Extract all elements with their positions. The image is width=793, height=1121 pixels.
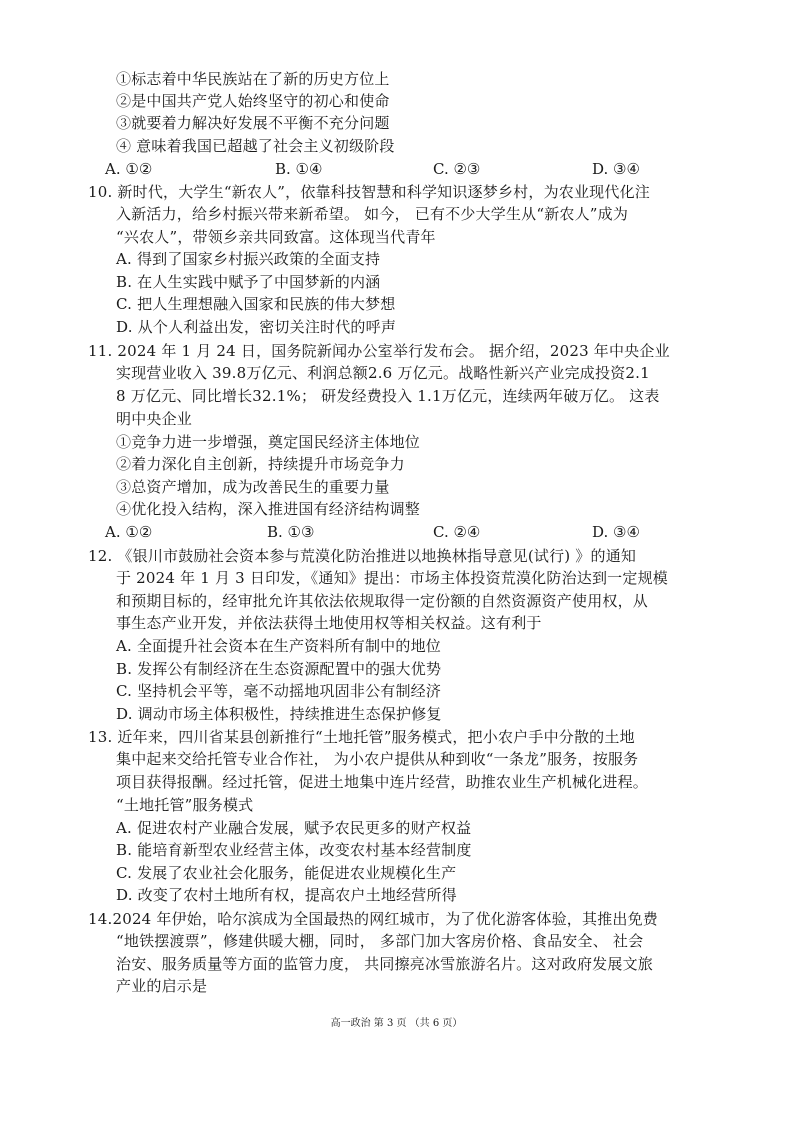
statement-4: ④ 意味着我国已超越了社会主义初级阶段: [116, 137, 395, 155]
statement-2: ②着力深化自主创新，持续提升市场竞争力: [116, 455, 405, 473]
question-stem-line: 10. 新时代，大学生“新农人”，依靠科技智慧和科学知识逐梦乡村，为农业现代化注: [88, 183, 650, 201]
option-b[interactable]: B. ①③: [267, 523, 315, 541]
option-d[interactable]: D. ③④: [592, 160, 640, 178]
answer-options: [0, 158, 793, 180]
option-b[interactable]: B. 在人生实践中赋予了中国梦新的内涵: [116, 273, 381, 291]
option-b[interactable]: B. ①④: [275, 160, 323, 178]
question-stem-line: 入新活力，给乡村振兴带来新希望。 如今， 已有不少大学生从“新农人”成为: [116, 205, 629, 223]
statement-2: ②是中国共产党人始终坚守的初心和使命: [116, 92, 390, 110]
question-stem-line: 明中央企业: [116, 410, 193, 428]
page-footer: 高一政治 第 3 页 （共 6 页）: [330, 1018, 463, 1029]
question-stem-line: 产业的启示是: [116, 977, 208, 995]
question-stem-line: 11. 2024 年 1 月 24 日，国务院新闻办公室举行发布会。 据介绍，2023 年中央企业: [88, 342, 670, 360]
answer-options: [0, 521, 793, 543]
option-b[interactable]: B. 发挥公有制经济在生态资源配置中的强大优势: [116, 660, 442, 678]
question-stem-line: “土地托管”服务模式: [116, 796, 254, 814]
option-c[interactable]: C. ②③: [433, 160, 481, 178]
statement-3: ③总资产增加，成为改善民生的重要力量: [116, 478, 390, 496]
question-stem-line: 实现营业收入 39.8万亿元、利润总额2.6 万亿元。战略性新兴产业完成投资2.1: [116, 364, 650, 382]
option-d[interactable]: D. 从个人利益出发，密切关注时代的呼声: [116, 318, 397, 336]
question-stem-line: 治安、服务质量等方面的监管力度， 共同擦亮冰雪旅游名片。这对政府发展文旅: [116, 955, 653, 973]
statement-1: ①竞争力进一步增强，奠定国民经济主体地位: [116, 433, 421, 451]
option-a[interactable]: A. ①②: [105, 160, 153, 178]
question-stem-line: 13. 近年来，四川省某县创新推行“土地托管”服务模式，把小农户手中分散的土地: [88, 728, 635, 746]
question-stem-line: 于 2024 年 1 月 3 日印发，《通知》提出：市场主体投资荒漠化防治达到一定规模: [116, 569, 668, 587]
option-a[interactable]: A. 促进农村产业融合发展，赋予农民更多的财产权益: [116, 819, 472, 837]
option-d[interactable]: D. ③④: [592, 523, 640, 541]
question-stem-line: 8 万亿元、同比增长32.1%； 研发经费投入 1.1万亿元，连续两年破万亿。 这表: [116, 387, 660, 405]
question-stem-line: 项目获得报酬。经过托管，促进土地集中连片经营，助推农业生产机械化进程。: [116, 773, 649, 791]
question-stem-line: 14.2024 年伊始，哈尔滨成为全国最热的网红城市，为了优化游客体验，其推出免费: [88, 910, 659, 928]
question-stem-line: 和预期目标的，经审批允许其依法依规取得一定份额的自然资源资产使用权，从: [116, 592, 649, 610]
option-a[interactable]: A. ①②: [105, 523, 153, 541]
option-c[interactable]: C. ②④: [433, 523, 481, 541]
option-d[interactable]: D. 改变了农村土地所有权，提高农户土地经营所得: [116, 886, 457, 904]
statement-3: ③就要着力解决好发展不平衡不充分问题: [116, 114, 390, 132]
option-d[interactable]: D. 调动市场主体积极性，持续推进生态保护修复: [116, 705, 442, 723]
statement-1: ①标志着中华民族站在了新的历史方位上: [116, 70, 390, 88]
option-a[interactable]: A. 得到了国家乡村振兴政策的全面支持: [116, 250, 381, 268]
option-a[interactable]: A. 全面提升社会资本在生产资料所有制中的地位: [116, 637, 441, 655]
question-stem-line: 12. 《银川市鼓励社会资本参与荒漠化防治推进以地换林指导意见(试行) 》的通知: [88, 547, 637, 565]
option-b[interactable]: B. 能培育新型农业经营主体，改变农村基本经营制度: [116, 841, 472, 859]
option-c[interactable]: C. 把人生理想融入国家和民族的伟大梦想: [116, 295, 396, 313]
option-c[interactable]: C. 坚持机会平等，毫不动摇地巩固非公有制经济: [116, 682, 442, 700]
statement-4: ④优化投入结构，深入推进国有经济结构调整: [116, 500, 421, 518]
question-stem-line: “兴农人”，带领乡亲共同致富。这体现当代青年: [116, 228, 436, 246]
option-c[interactable]: C. 发展了农业社会化服务，能促进农业规模化生产: [116, 864, 457, 882]
question-stem-line: 事生态产业开发，并依法获得土地使用权等相关权益。这有利于: [116, 614, 542, 632]
question-stem-line: “地铁摆渡票”，修建供暖大棚，同时， 多部门加大客房价格、食品安全、 社会: [116, 932, 644, 950]
question-stem-line: 集中起来交给托管专业合作社， 为小农户提供从种到收“一条龙”服务，按服务: [116, 750, 639, 768]
